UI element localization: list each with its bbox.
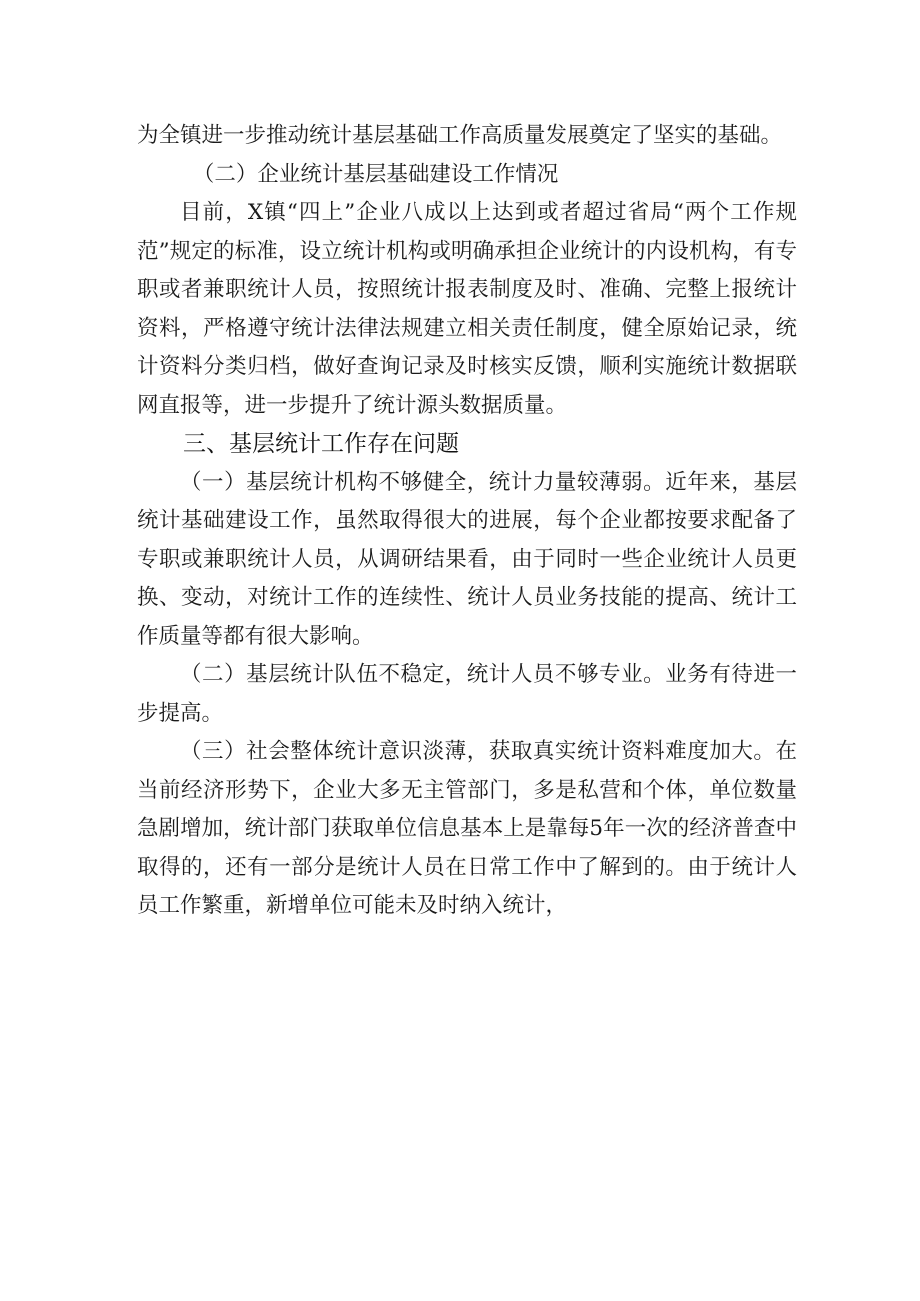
subsection-heading-enterprise: （二）企业统计基层基础建设工作情况 (192, 161, 559, 187)
document-body (137, 117, 797, 926)
section-heading-problems: 三、基层统计工作存在问题 (183, 431, 459, 457)
paragraph-enterprise-status: 目前，X镇“四上”企业八成以上达到或者超过省局“两个工作规范”规定的标准，设立统计机构或明确承担企业统计的内设机构，有专职或者兼职统计人员，按照统计报表制度及时、准确、完整上报统计资料，严格遵守统计法律法规建立相关责任制度，健全原始记录，统计资料分类归档，做好查询记录及时核实反馈，顺利实施统计数据联网直报等，进一步提升了统计源头数据质量。 (137, 200, 797, 418)
paragraph-problem-2: （二）基层统计队伍不稳定，统计人员不够专业。业务有待进一步提高。 (137, 662, 797, 726)
paragraph-problem-3: （三）社会整体统计意识淡薄，获取真实统计资料难度加大。在当前经济形势下，企业大多无主管部门，多是私营和个体，单位数量急剧增加，统计部门获取单位信息基本上是靠每5年一次的经济普查中取得的，还有一部分是统计人员在日常工作中了解到的。由于统计人员工作繁重，新增单位可能未及时纳入统计， (137, 739, 797, 918)
paragraph-continuation: 为全镇进一步推动统计基层基础工作高质量发展奠定了坚实的基础。 (137, 123, 783, 148)
paragraph-problem-1: （一）基层统计机构不够健全，统计力量较薄弱。近年来，基层统计基础建设工作，虽然取得很大的进展，每个企业都按要求配备了专职或兼职统计人员，从调研结果看，由于同时一些企业统计人员更换、变动，对统计工作的连续性、统计人员业务技能的提高、统计工作质量等都有很大影响。 (137, 469, 797, 649)
